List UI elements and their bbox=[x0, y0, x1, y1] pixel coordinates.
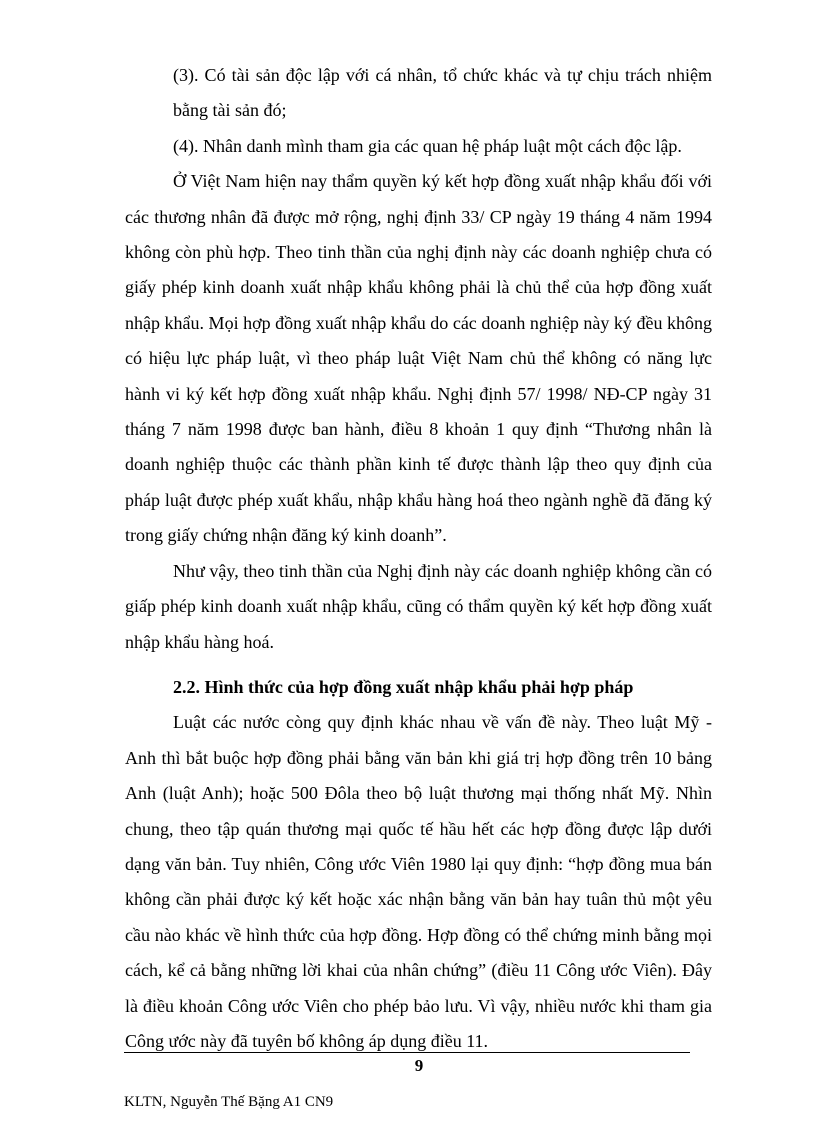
paragraph-item-4: (4). Nhân danh mình tham gia các quan hệ pháp luật một cách độc lập. bbox=[173, 135, 682, 156]
paragraph-conclusion: Như vậy, theo tinh thần của Nghị định này các doanh nghiệp không cần có giấp phép kinh doanh xuất nhập khẩu, cũng có thẩm quyền ký kết hợp đồng xuất nhập khẩu hàng hoá. bbox=[125, 560, 712, 652]
paragraph-item-3: (3). Có tài sản độc lập với cá nhân, tổ chức khác và tự chịu trách nhiệm bằng tài sản đó; bbox=[173, 65, 712, 121]
footer-text: KLTN, Nguyễn Thế Bặng A1 CN9 bbox=[124, 1094, 334, 1110]
paragraph-form: Luật các nước còng quy định khác nhau về vấn đề này. Theo luật Mỹ - Anh thì bắt buộc hợp đồng phải bằng văn bản khi giá trị hợp đồng trên 10 bảng Anh (luật Anh); hoặc 500 Đôla theo bộ luật thương mại thống nhất Mỹ. Nhìn chung, theo tập quán thương mại quốc tế hầu hết các hợp đồng được lập dưới dạng văn bản. Tuy nhiên, Công ước Viên 1980 lại quy định: “hợp đồng mua bán không cần phải được ký kết hoặc xác nhận bằng văn bản hay tuân thủ một yêu cầu nào khác về hình thức của hợp đồng. Hợp đồng có thể chứng minh bằng mọi cách, kể cả bằng những lời khai của nhân chứng” (điều 11 Công ước Viên). Đây là điều khoản Công ước Viên cho phép bảo lưu. Vì vậy, nhiều nước khi tham gia Công ước này đã tuyên bố không áp dụng điều 11. bbox=[125, 712, 712, 1051]
document-body bbox=[125, 58, 712, 1059]
section-heading: 2.2. Hình thức của hợp đồng xuất nhập khẩu phải hợp pháp bbox=[173, 676, 634, 697]
footer-divider bbox=[124, 1052, 690, 1053]
page-number: 9 bbox=[414, 1056, 424, 1075]
paragraph-authority: Ở Việt Nam hiện nay thẩm quyền ký kết hợp đồng xuất nhập khẩu đối với các thương nhân đã được mở rộng, nghị định 33/ CP ngày 19 tháng 4 năm 1994 không còn phù hợp. Theo tinh thần của nghị định này các doanh nghiệp chưa có giấy phép kinh doanh xuất nhập khẩu không phải là chủ thể của hợp đồng xuất nhập khẩu. Mọi hợp đồng xuất nhập khẩu do các doanh nghiệp này ký đều không có hiệu lực pháp luật, vì theo pháp luật Việt Nam chủ thể không có năng lực hành vi ký kết hợp đồng xuất nhập khẩu. Nghị định 57/ 1998/ NĐ-CP ngày 31 tháng 7 năm 1998 được ban hành, điều 8 khoản 1 quy định “Thương nhân là doanh nghiệp thuộc các thành phần kinh tế được thành lập theo quy định của pháp luật được phép xuất khẩu, nhập khẩu hàng hoá theo ngành nghề đã đăng ký trong giấy chứng nhận đăng ký kinh doanh”. bbox=[125, 171, 712, 546]
